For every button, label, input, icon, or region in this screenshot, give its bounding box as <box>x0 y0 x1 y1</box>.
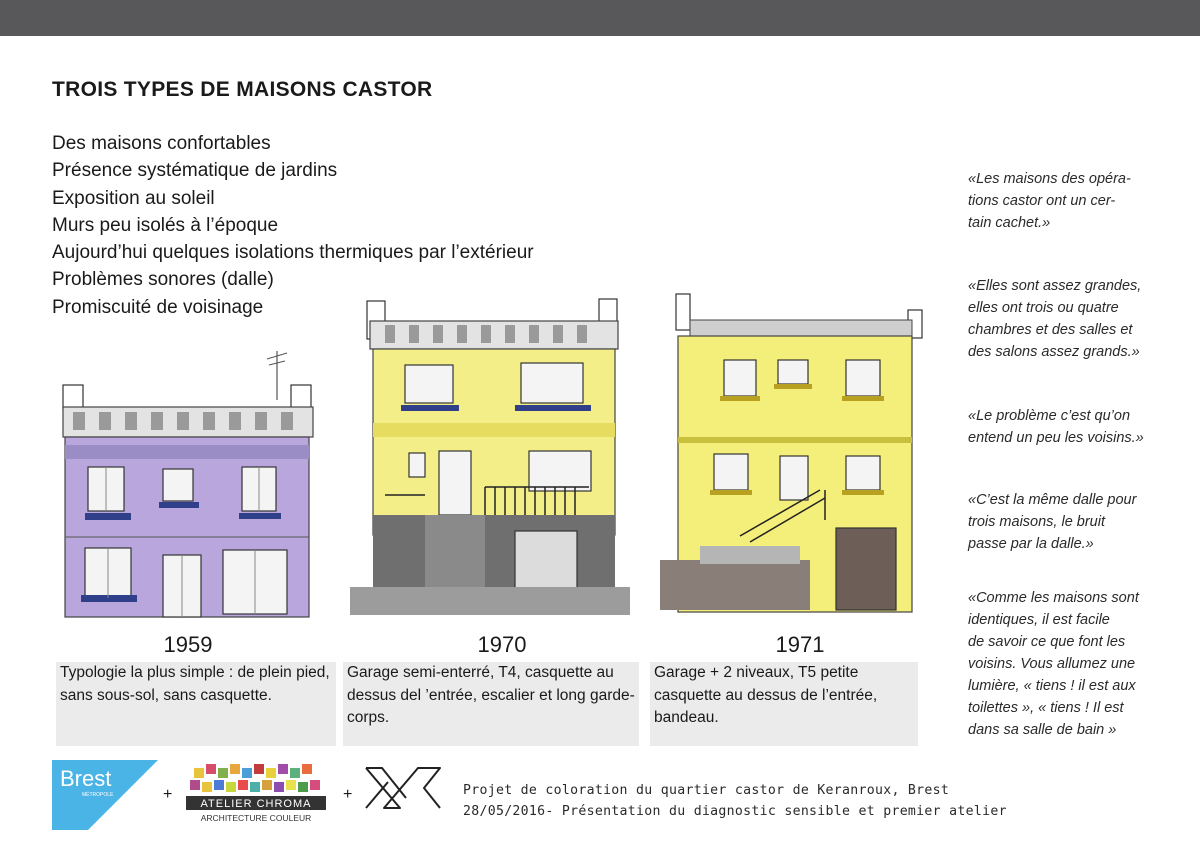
page-title: TROIS TYPES DE MAISONS CASTOR <box>52 78 433 101</box>
quote-line: lumière, « tiens ! il est aux <box>968 678 1136 694</box>
footer-credits <box>463 780 1007 822</box>
feature-item: Présence systématique de jardins <box>52 160 338 182</box>
top-bar <box>0 0 1200 36</box>
quote-line: entend un peu les voisins.» <box>968 430 1144 446</box>
quote <box>968 489 1136 555</box>
house-1970-illustration <box>345 293 635 620</box>
house-description: Garage semi-enterré, T4, casquette au dessus del ’entrée, escalier et long garde-corps. <box>343 662 639 746</box>
quote-line: de savoir ce que font les <box>968 634 1126 650</box>
quote-line: «Elles sont assez grandes, <box>968 278 1142 294</box>
feature-item: Murs peu isolés à l’époque <box>52 214 279 236</box>
feature-item: Promiscuité de voisinage <box>52 296 264 318</box>
chroma-logo-subtext: ARCHITECTURE COULEUR <box>200 813 312 823</box>
plus-sign: + <box>343 786 353 803</box>
quote-line: toilettes », « tiens ! Il est <box>968 700 1124 716</box>
brest-logo-text: Brest <box>60 766 112 791</box>
quote-line: identiques, il est facile <box>968 612 1110 628</box>
chroma-logo-text: ATELIER CHROMA <box>200 798 312 810</box>
year-label: 1959 <box>163 632 213 657</box>
feature-item: Problèmes sonores (dalle) <box>52 269 274 291</box>
quote-line: trois maisons, le bruit <box>968 514 1105 530</box>
house-description: Garage + 2 niveaux, T5 petite casquette au dessus de l’entrée, bandeau. <box>650 662 918 746</box>
quote-line: dans sa salle de bain » <box>968 722 1117 738</box>
quote-line: tain cachet.» <box>968 215 1051 231</box>
brest-metropole-logo <box>52 760 158 832</box>
collective-knot-logo <box>362 764 444 812</box>
footer-line: 28/05/2016- Présentation du diagnostic sensible et premier atelier <box>463 804 1007 819</box>
quote-line: tions castor ont un cer- <box>968 193 1116 209</box>
quote-line: chambres et des salles et <box>968 322 1133 338</box>
quote-line: «Le problème c’est qu’on <box>968 408 1131 424</box>
quote <box>968 275 1141 363</box>
brest-logo-subtext: MÉTROPOLE <box>82 792 114 798</box>
year-label: 1971 <box>775 632 825 657</box>
house-1971-illustration <box>650 290 930 620</box>
feature-item: Aujourd’hui quelques isolations thermiques par l’extérieur <box>52 242 534 264</box>
footer-line: Projet de coloration du quartier castor de Keranroux, Brest <box>463 783 950 798</box>
house-description: Typologie la plus simple : de plein pied, sans sous-sol, sans casquette. <box>56 662 336 746</box>
feature-item: Exposition au soleil <box>52 187 215 209</box>
quote <box>968 168 1131 234</box>
quote-line: passe par la dalle.» <box>968 536 1094 552</box>
quote-line: voisins. Vous allumez une <box>968 656 1136 672</box>
quote-line: «Les maisons des opéra- <box>968 171 1131 187</box>
atelier-chroma-logo <box>186 760 326 826</box>
quote <box>968 405 1144 449</box>
quote <box>968 587 1139 741</box>
quote-line: elles ont trois ou quatre <box>968 300 1119 316</box>
quote-line: des salons assez grands.» <box>968 344 1140 360</box>
quote-line: «Comme les maisons sont <box>968 590 1139 606</box>
feature-item: Des maisons confortables <box>52 133 271 154</box>
quote-line: «C’est la même dalle pour <box>968 492 1137 508</box>
year-label: 1970 <box>477 632 527 657</box>
plus-sign: + <box>163 786 173 803</box>
house-1959-illustration <box>55 345 325 620</box>
